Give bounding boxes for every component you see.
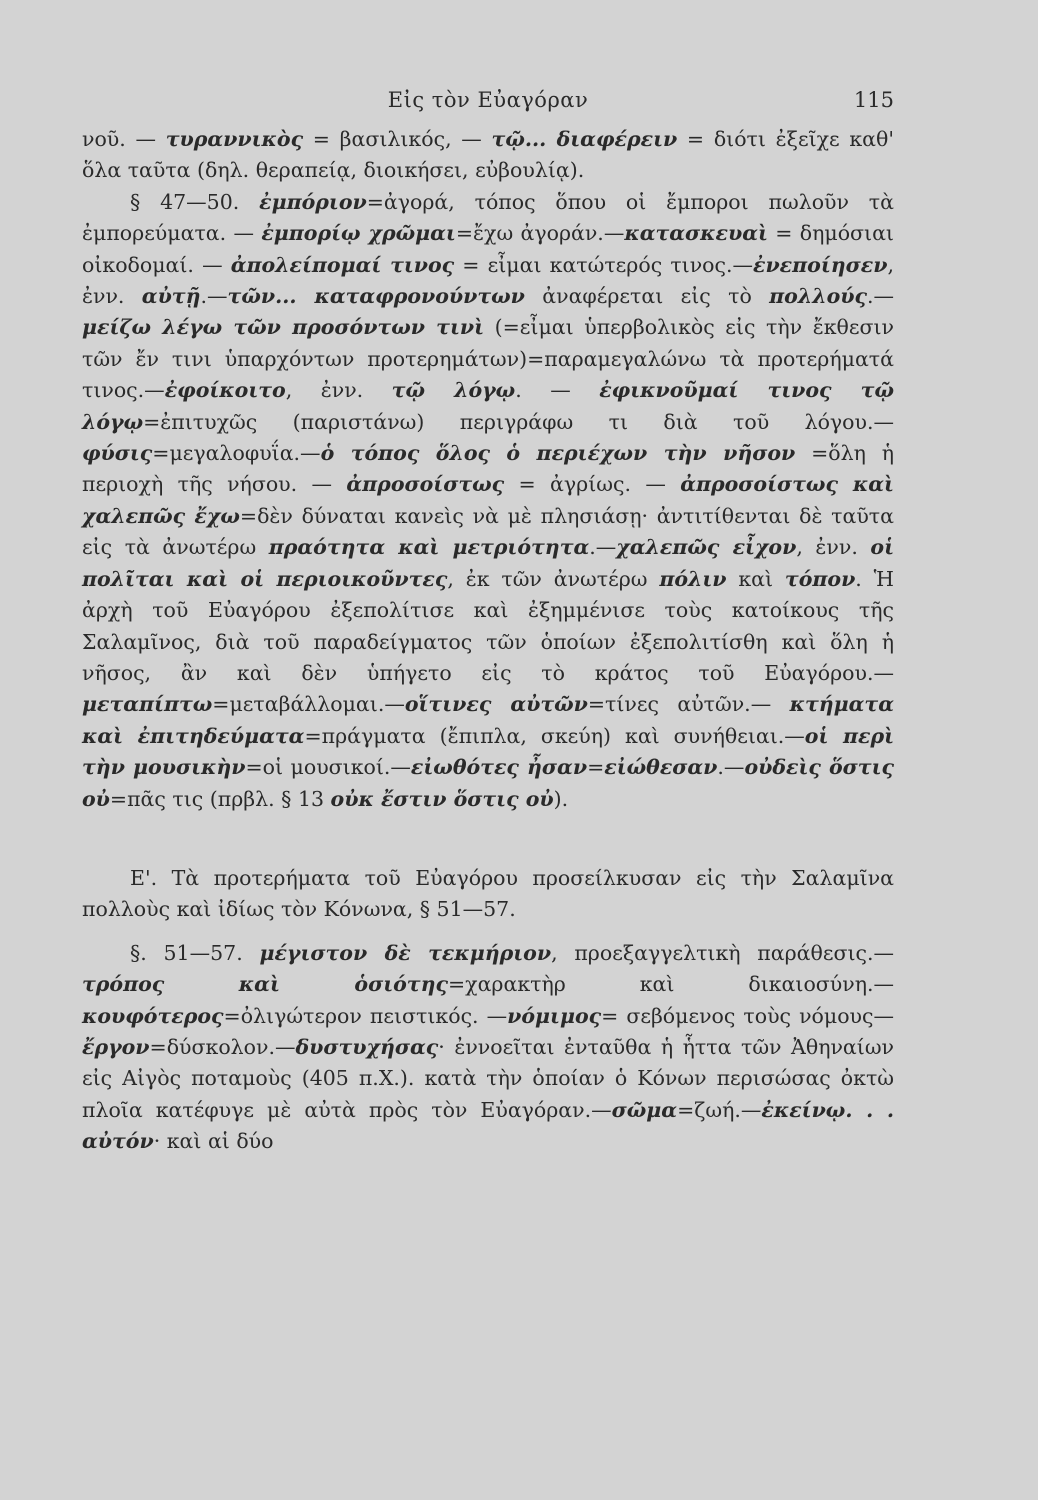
- paragraph-47-50: [82, 187, 894, 815]
- glossed-term: φύσις: [82, 441, 153, 466]
- text-run: = σεβόμενος τοὺς νόμους—: [601, 1003, 894, 1028]
- glossed-term: ὁ τόπος ὅλος ὁ περιέχων τὴν νῆσον: [320, 441, 796, 466]
- glossed-term: τρόπος καὶ ὁσιότης: [82, 972, 448, 997]
- section-heading: Ε'. Τὰ προτερήματα τοῦ Εὐαγόρου προσείλκυσαν εἰς τὴν Σαλαμῖνα πολλοὺς καὶ ἰδίως τὸν Κόνωνα, § 51—57.: [82, 865, 894, 922]
- text-run: · καὶ αἱ δύο: [153, 1129, 274, 1154]
- glossed-term: ἐφικνοῦμαί τινος τῷ λόγῳ: [82, 378, 894, 434]
- glossed-term: εἰωθότες ἦσαν: [410, 755, 588, 780]
- glossed-term: αὐτῇ: [141, 284, 201, 309]
- text-run: νοῦ. —: [82, 127, 166, 151]
- glossed-term: κατασκευαὶ: [624, 221, 768, 246]
- glossed-term: οἱ περὶ τὴν μουσικὴν: [82, 723, 895, 780]
- section-gap: [82, 815, 894, 863]
- glossed-term: οὐκ ἔστιν ὅστις οὐ: [330, 786, 554, 811]
- glossed-term: εἰώθεσαν: [604, 755, 718, 780]
- text-run: =ὅλη ἡ περιοχὴ τῆς νήσου. —: [82, 441, 894, 497]
- glossed-term: πολλούς: [769, 284, 867, 309]
- text-run: =πράγματα (ἔπιπλα, σκεύη) καὶ συνήθειαι.—: [304, 723, 805, 748]
- glossed-term: τῷ λόγῳ: [391, 378, 516, 403]
- glossed-term: ἀπολείπομαί τινος: [230, 252, 455, 277]
- text-run: . —: [515, 378, 600, 403]
- text-run: =δύσκολον.—: [149, 1034, 296, 1059]
- glossed-term: ἀπροσοίστως καὶ χαλεπῶς ἔχω: [82, 472, 894, 528]
- text-run: , ἐνν.: [796, 535, 871, 560]
- text-run: =μεταβάλλομαι.—: [212, 692, 405, 717]
- text-run: .—: [866, 284, 894, 309]
- section-gap-small: [82, 926, 894, 938]
- text-run: =δὲν δύναται κανεὶς νὰ μὲ πλησιάσῃ· ἀντιτίθενται δὲ ταῦτα εἰς τὰ ἀνωτέρω: [82, 503, 894, 560]
- glossed-term: οἱ πολῖται καὶ οἱ περιοικοῦντες: [82, 535, 895, 591]
- text-run: ἀναφέρεται εἰς τὸ: [524, 284, 770, 309]
- paragraph-51-57: [82, 938, 894, 1158]
- text-run: =μεγαλοφυΐα.—: [152, 441, 321, 466]
- text-run: = βασιλικός, —: [303, 127, 492, 151]
- text-run: =τίνες αὐτῶν.—: [587, 692, 790, 717]
- glossed-term: οὐδεὶς ὅστις οὐ: [82, 755, 894, 811]
- text-run: =ἐπιτυχῶς (παριστάνω) περιγράφω τι διὰ τοῦ λόγου.—: [143, 409, 894, 434]
- glossed-term: σῶμα: [611, 1097, 678, 1122]
- glossed-term: ἐνεποίησεν: [753, 252, 888, 277]
- text-run: =ὀλιγώτερον πειστικός. —: [223, 1003, 508, 1028]
- text-run: = εἶμαι κατώτερός τινος.—: [454, 252, 753, 277]
- glossed-term: τῶν... καταφρονούντων: [227, 284, 525, 309]
- text-run: =: [587, 755, 605, 780]
- glossed-term: δυστυχήσας: [295, 1034, 439, 1059]
- page-header: [82, 88, 894, 122]
- glossed-term: ἐφοίκοιτο: [164, 378, 286, 403]
- text-run: =οἱ μουσικοί.—: [245, 755, 411, 780]
- glossed-term: πραότητα καὶ μετριότητα: [268, 535, 590, 560]
- glossed-term: νόμιμος: [507, 1003, 602, 1028]
- text-run: = διότι ἐξεῖχε καθ' ὅλα ταῦτα (δηλ. θεραπείᾳ, διοικήσει, εὐβουλίᾳ).: [82, 127, 894, 183]
- paragraph-continuation: [82, 124, 894, 187]
- glossed-term: τῷ... διαφέρειν: [491, 127, 678, 151]
- text-run: § 47—50.: [130, 189, 260, 214]
- text-run: .—: [717, 755, 745, 780]
- text-run: , ἐνν.: [82, 252, 894, 309]
- text-run: .—: [200, 284, 228, 309]
- glossed-term: ἀπροσοίστως: [346, 472, 505, 497]
- text-run: =ἀγορά, τόπος ὅπου οἱ ἔμποροι πωλοῦν τὰ ἐμπορεύματα. —: [82, 189, 894, 246]
- text-run: =πᾶς τις (πρβλ. § 13: [109, 786, 331, 811]
- glossed-term: τόπον: [784, 566, 856, 591]
- running-title: Εἰς τὸν Εὐαγόραν: [387, 88, 589, 112]
- glossed-term: κουφότερος: [82, 1003, 224, 1028]
- glossed-term: μέγιστον δὲ τεκμήριον: [259, 940, 552, 965]
- text-run: (=εἶμαι ὑπερβολικὸς εἰς τὴν ἔκθεσιν τῶν ἔν τινι ὑπαρχόντων προτερημάτων)=παραμεγαλώνω τὰ προτερήματά τινος.—: [82, 315, 894, 403]
- page-number: 115: [853, 88, 894, 112]
- text-run: §. 51—57.: [130, 940, 260, 965]
- text-run: =ἔχω ἀγοράν.—: [455, 221, 625, 246]
- text-run: .—: [589, 535, 617, 560]
- glossed-term: πόλιν: [659, 566, 727, 591]
- glossed-term: ἔργον: [82, 1034, 150, 1059]
- glossed-term: τυραννικὸς: [165, 127, 304, 151]
- glossed-term: ἐμπορίῳ χρῶμαι: [261, 221, 456, 246]
- text-run: , ἐκ τῶν ἀνωτέρω: [447, 566, 660, 591]
- text-run: , ἐνν.: [285, 378, 392, 403]
- glossed-term: μεταπίπτω: [82, 692, 213, 717]
- text-run: =χαρακτὴρ καὶ δικαιοσύνη.—: [447, 972, 894, 997]
- text-run: · ἐννοεῖται ἐνταῦθα ἡ ἧττα τῶν Ἀθηναίων εἰς Αἰγὸς ποταμοὺς (405 π.Χ.). κατὰ τὴν ὁποίαν ὁ Κόνων περισώσας ὀκτὼ πλοῖα κατέφυγε μὲ αὐτὰ πρὸς τὸν Εὐαγόραν.—: [82, 1034, 894, 1122]
- glossed-term: μείζω λέγω τῶν προσόντων τινὶ: [82, 315, 485, 340]
- text-run: ).: [553, 786, 569, 811]
- text-run: =ζωή.—: [677, 1097, 762, 1122]
- body-text: [82, 124, 894, 1158]
- glossed-term: ἐμπόριον: [259, 189, 367, 214]
- text-run: , προεξαγγελτικὴ παράθεσις.—: [551, 940, 894, 965]
- text-run: = δημόσιαι οἰκοδομαί. —: [82, 221, 894, 277]
- text-run: = ἀγρίως. —: [504, 472, 681, 497]
- text-run: . Ἡ ἀρχὴ τοῦ Εὐαγόρου ἐξεπολίτισε καὶ ἐξημμένισε τοὺς κατοίκους τῆς Σαλαμῖνος, διὰ τοῦ παραδείγματος τῶν ὁποίων ἐξεπολιτίσθη καὶ ὅλη ἡ νῆσος, ἂν καὶ δὲν ὑπήγετο εἰς τὸ κράτος τοῦ Εὐαγόρου.—: [82, 566, 894, 685]
- glossed-term: χαλεπῶς εἶχον: [616, 535, 797, 560]
- glossed-term: κτήματα καὶ ἐπιτηδεύματα: [82, 692, 894, 748]
- text-run: καὶ: [726, 566, 785, 591]
- glossed-term: ἐκείνῳ. . . αὐτόν: [82, 1097, 895, 1154]
- glossed-term: οἵτινες αὐτῶν: [404, 692, 588, 717]
